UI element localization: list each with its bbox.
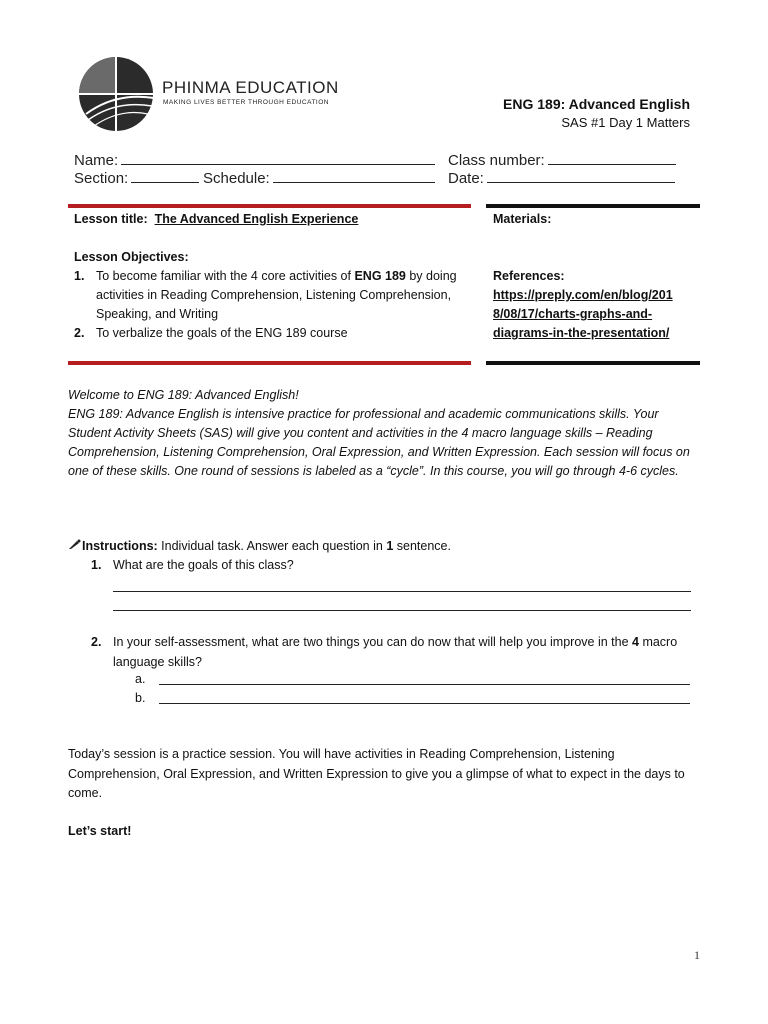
lesson-top-rule [68, 204, 471, 208]
date-label: Date: [448, 170, 484, 187]
instructions-text: Individual task. Answer each question in [157, 539, 387, 553]
materials-cell [493, 210, 698, 343]
date-line[interactable] [487, 168, 675, 183]
session-label: SAS #1 Day 1 Matters [561, 115, 690, 130]
reference-link-line[interactable]: https://preply.com/en/blog/201 [493, 288, 673, 302]
question-text [113, 633, 698, 672]
objective-text-tail: by doing activities in Reading Comprehension, Listening Comprehension, Speaking, and Writing [96, 269, 457, 321]
section-field[interactable] [74, 168, 199, 187]
objective-item [74, 267, 469, 324]
pen-nib-icon [68, 537, 82, 557]
closing-paragraph: Today’s session is a practice session. You will have activities in Reading Comprehension, Listening Comprehension, Oral Expression, and Written Expression to give you a glimpse of what to expect in the days to come. [68, 747, 685, 800]
name-label: Name: [74, 152, 119, 169]
intro-section [68, 386, 703, 481]
question-text-part: In your self-assessment, what are two things you can do now that will help you improve in the [113, 635, 633, 649]
schedule-label: Schedule: [203, 170, 270, 187]
lesson-bottom-rule [68, 361, 471, 365]
schedule-field[interactable] [203, 168, 435, 187]
lets-start-text: Let’s start! [68, 824, 132, 838]
lesson-title-value: The Advanced English Experience [154, 212, 359, 226]
class-number-line[interactable] [548, 150, 676, 165]
answer-line[interactable] [113, 591, 691, 592]
instructions-text-tail: sentence. [393, 539, 451, 553]
schedule-line[interactable] [273, 168, 435, 183]
materials-bottom-rule [486, 361, 700, 365]
reference-link-line[interactable]: 8/08/17/charts-graphs-and- [493, 307, 653, 321]
objective-item [74, 324, 469, 343]
instructions-label: Instructions: [82, 539, 158, 553]
objective-text: To become familiar with the 4 core activities of [96, 269, 355, 283]
name-line[interactable] [121, 150, 435, 165]
materials-label: Materials: [493, 212, 552, 226]
lesson-cell [74, 210, 469, 343]
question-number: 1. [91, 558, 102, 572]
question-text: What are the goals of this class? [113, 558, 294, 572]
sub-item-label: b. [135, 691, 146, 705]
instructions-line [68, 537, 708, 557]
welcome-text: Welcome to ENG 189: Advanced English! [68, 388, 299, 402]
course-title: ENG 189: Advanced English [503, 96, 690, 112]
lesson-title-label: Lesson title: [74, 212, 148, 226]
sub-item-label: a. [135, 672, 146, 686]
section-label: Section: [74, 170, 129, 187]
brand-tagline: MAKING LIVES BETTER THROUGH EDUCATION [163, 99, 329, 106]
class-number-label: Class number: [448, 152, 545, 169]
objective-bold: ENG 189 [354, 269, 406, 283]
instructions-bold: 1 [386, 539, 394, 553]
brand-name: PHINMA EDUCATION [162, 78, 339, 97]
question-number: 2. [91, 635, 102, 649]
answer-line[interactable] [159, 703, 690, 704]
date-field[interactable] [448, 168, 675, 187]
lesson-title-row [74, 210, 469, 229]
question-text-bold: 4 [632, 635, 639, 649]
phinma-logo-icon [76, 54, 160, 134]
answer-line[interactable] [159, 684, 690, 685]
class-number-field[interactable] [448, 150, 676, 169]
intro-paragraph: ENG 189: Advance English is intensive practice for professional and academic communications skills. Your Student Activity Sheets (SAS) will give you content and activities in the 4 macro language skills – Reading Comprehension, Listening Comprehension, Oral Expression, and Written Expression. Each session will focus on one of these skills. One round of sessions is labeled as a “cycle”. In this course, you will go through 4-6 cycles. [68, 407, 690, 478]
reference-link[interactable] [493, 286, 698, 343]
name-field[interactable] [74, 150, 435, 169]
question-text-tail: macro language skills? [113, 635, 678, 669]
reference-link-line[interactable]: diagrams-in-the-presentation/ [493, 326, 670, 340]
answer-line[interactable] [113, 610, 691, 611]
page-number: 1 [694, 948, 700, 962]
materials-top-rule [486, 204, 700, 208]
objective-text: To verbalize the goals of the ENG 189 course [96, 326, 348, 340]
objective-number: 1. [74, 269, 85, 283]
objective-number: 2. [74, 326, 85, 340]
section-line[interactable] [131, 168, 199, 183]
references-label: References: [493, 269, 565, 283]
lesson-objectives-label: Lesson Objectives: [74, 250, 189, 264]
